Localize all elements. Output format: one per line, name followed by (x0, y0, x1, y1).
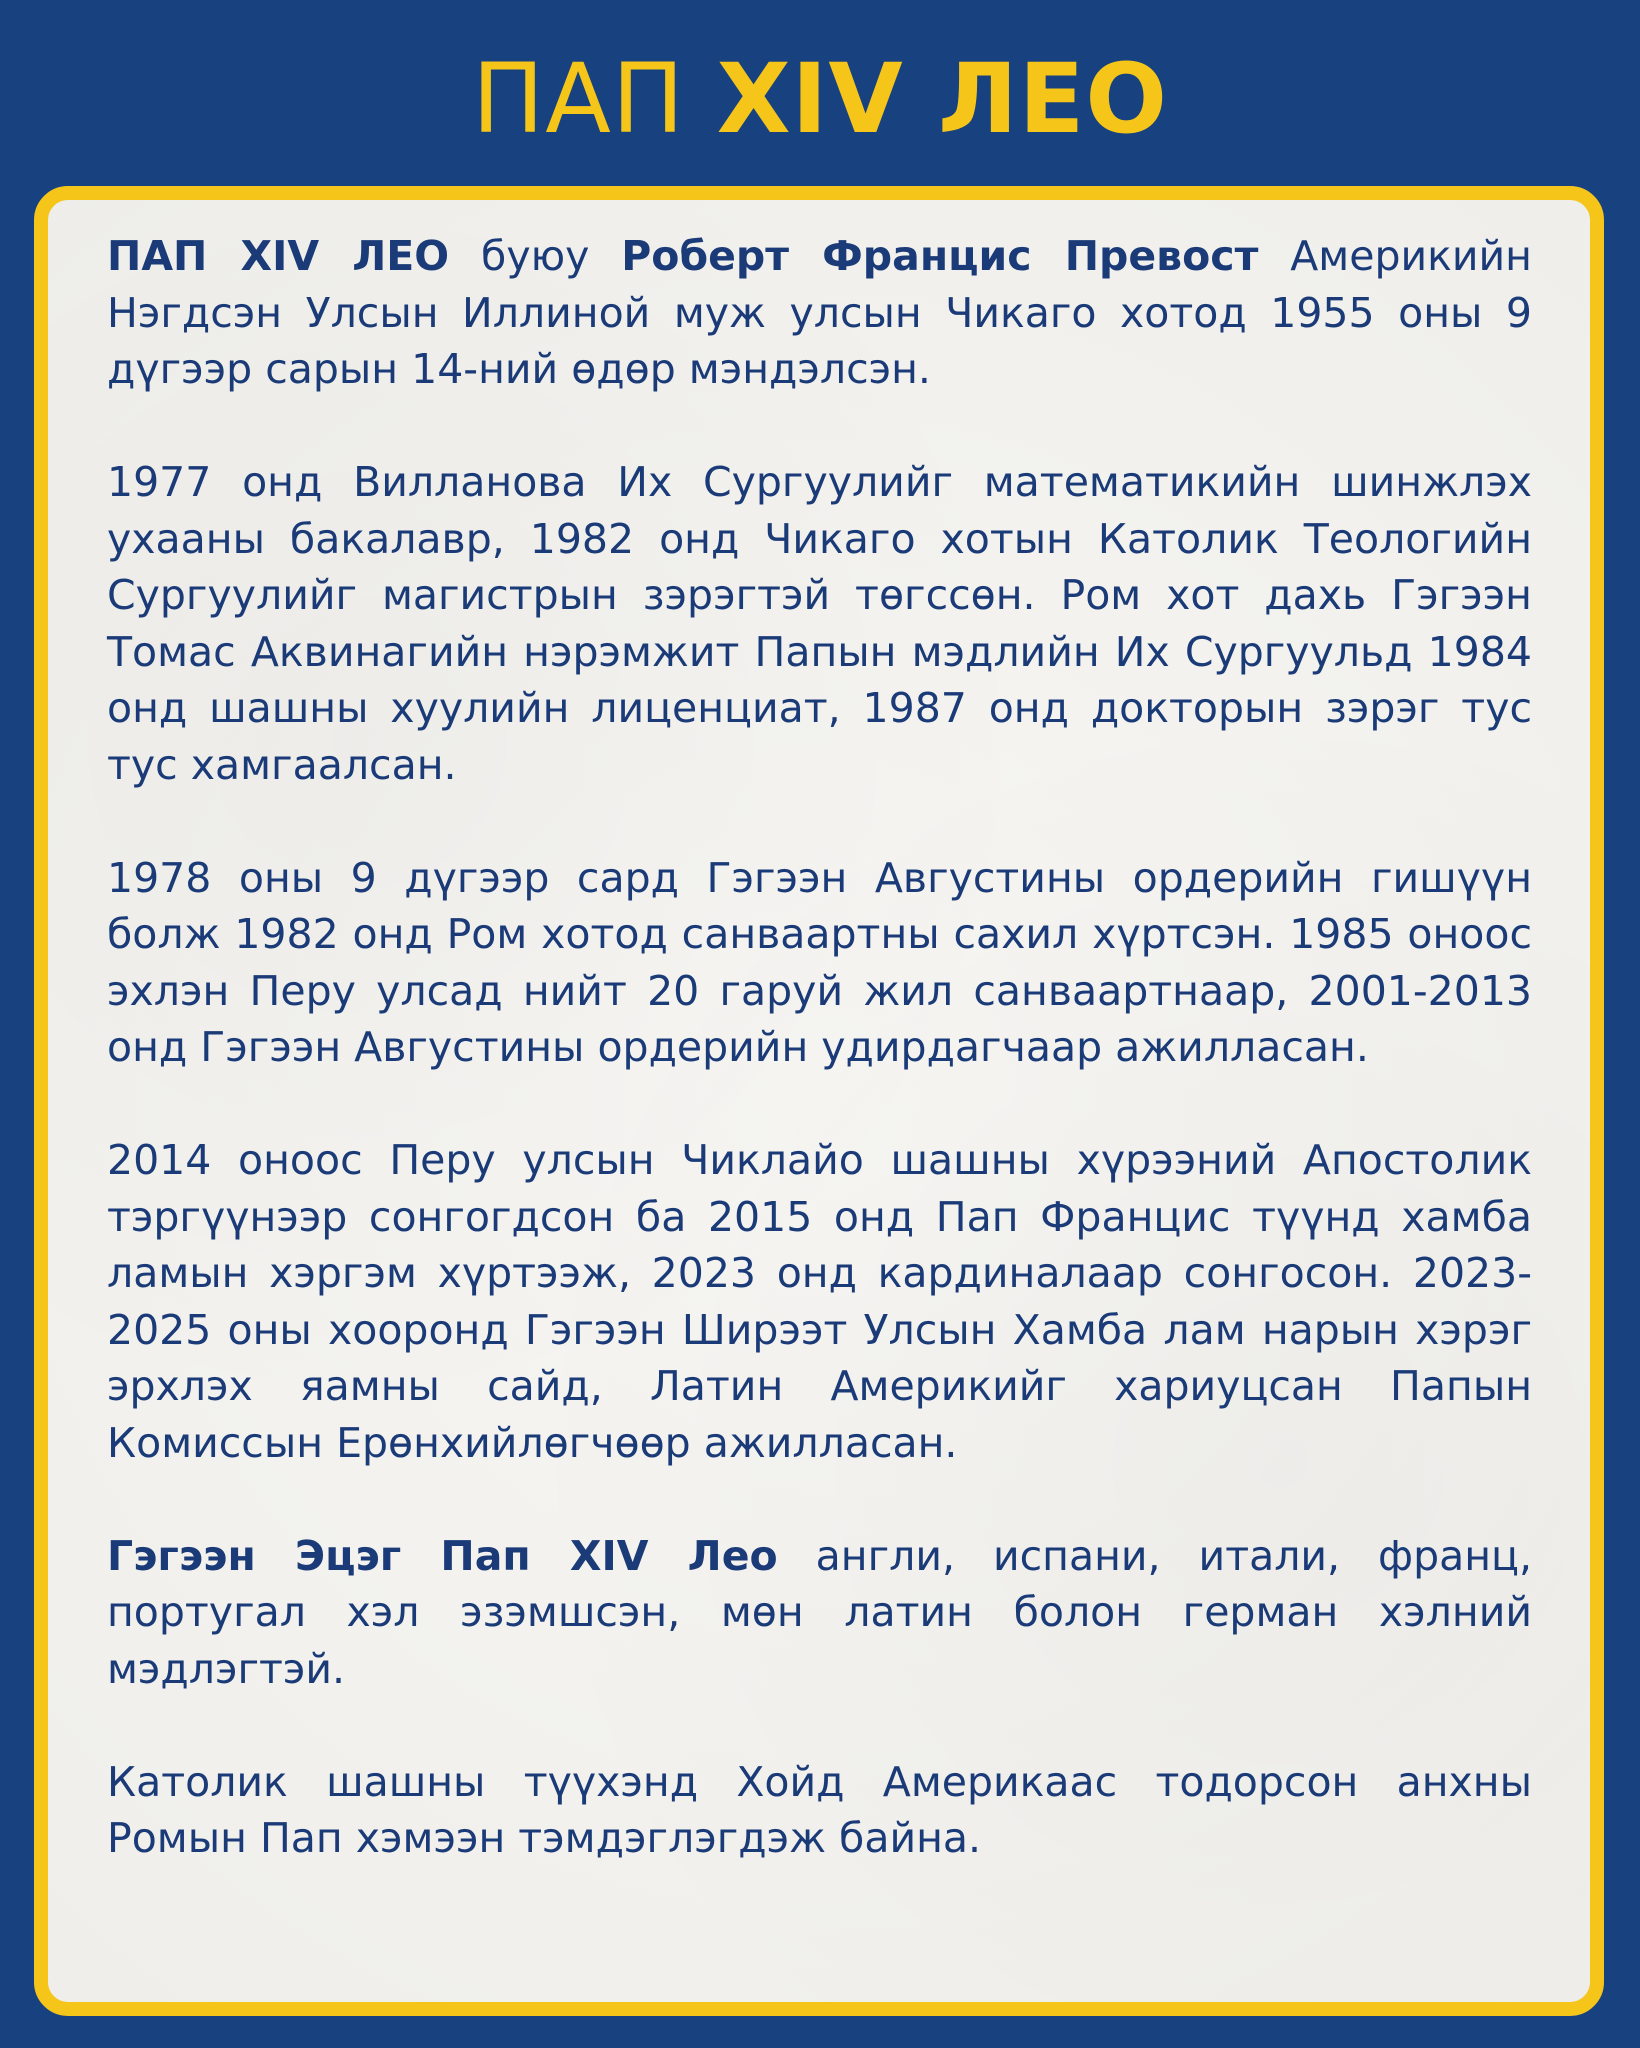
paragraph-ordination: 1978 оны 9 дүгээр сард Гэгээн Августины ордерийн гишүүн болж 1982 онд Ром хотод санваартны сахил хүртсэн. 1985 оноос эхлэн Перу улсад нийт 20 гаруй жил санваартнаар, 2001-2013 онд Гэгээн Августины ордерийн удирдагчаар ажилласан. (107, 853, 1532, 1071)
article-body (107, 228, 1532, 1867)
paragraph-birth (107, 228, 1532, 398)
pope-name: ПАП XIV ЛЕО (107, 232, 450, 280)
paragraph-career: 2014 оноос Перу улсын Чиклайо шашны хүрээний Апостолик тэргүүнээр сонгогдсон ба 2015 онд Пап Францис түүнд хамба ламын хэргэм хүртээж, 2023 онд кардиналаар сонгосон. 2023-2025 оны хооронд Гэгээн Ширээт Улсын Хамба лам нарын хэрэг эрхлэх яамны сайд, Латин Америкийг хариуцсан Папын Комиссын Ерөнхийлөгчөөр ажилласан. (107, 1136, 1532, 1467)
paragraph-text: англи, испани, итали, франц, португал хэл эзэмшсэн, мөн латин болон герман хэлний мэдлэгтэй. (107, 1531, 1532, 1693)
paragraph-languages (107, 1528, 1532, 1698)
paragraph-education: 1977 онд Вилланова Их Сургуулийг математикийн шинжлэх ухааны бакалавр, 1982 онд Чикаго хотын Католик Теологийн Сургуулийг магистрын зэрэгтэй төгссөн. Ром хот дахь Гэгээн Томас Аквинагийн нэрэмжит Папын мэдлийн Их Сургуульд 1984 онд шашны хуулийн лиценциат, 1987 онд докторын зэрэг тус тус хамгаалсан. (107, 458, 1532, 789)
title-light: ПАП (472, 43, 686, 155)
page-title (0, 44, 1640, 154)
paragraph-text: буюу (449, 232, 622, 280)
paragraph-text: Америкийн Нэгдсэн Улсын Иллиной муж улсын Чикаго хотод 1955 оны 9 дүгээр сарын 14-ний өдөр мэндэлсэн. (107, 232, 1532, 393)
birth-name: Роберт Францис Превост (621, 232, 1259, 280)
paragraph-history: Католик шашны түүхэнд Хойд Америкаас тодорсон анхны Ромын Пап хэмээн тэмдэглэгдэж байна. (107, 1757, 1532, 1862)
title-bold: XIV ЛЕО (716, 43, 1168, 155)
pope-title: Гэгээн Эцэг Пап XIV Лео (107, 1531, 778, 1580)
